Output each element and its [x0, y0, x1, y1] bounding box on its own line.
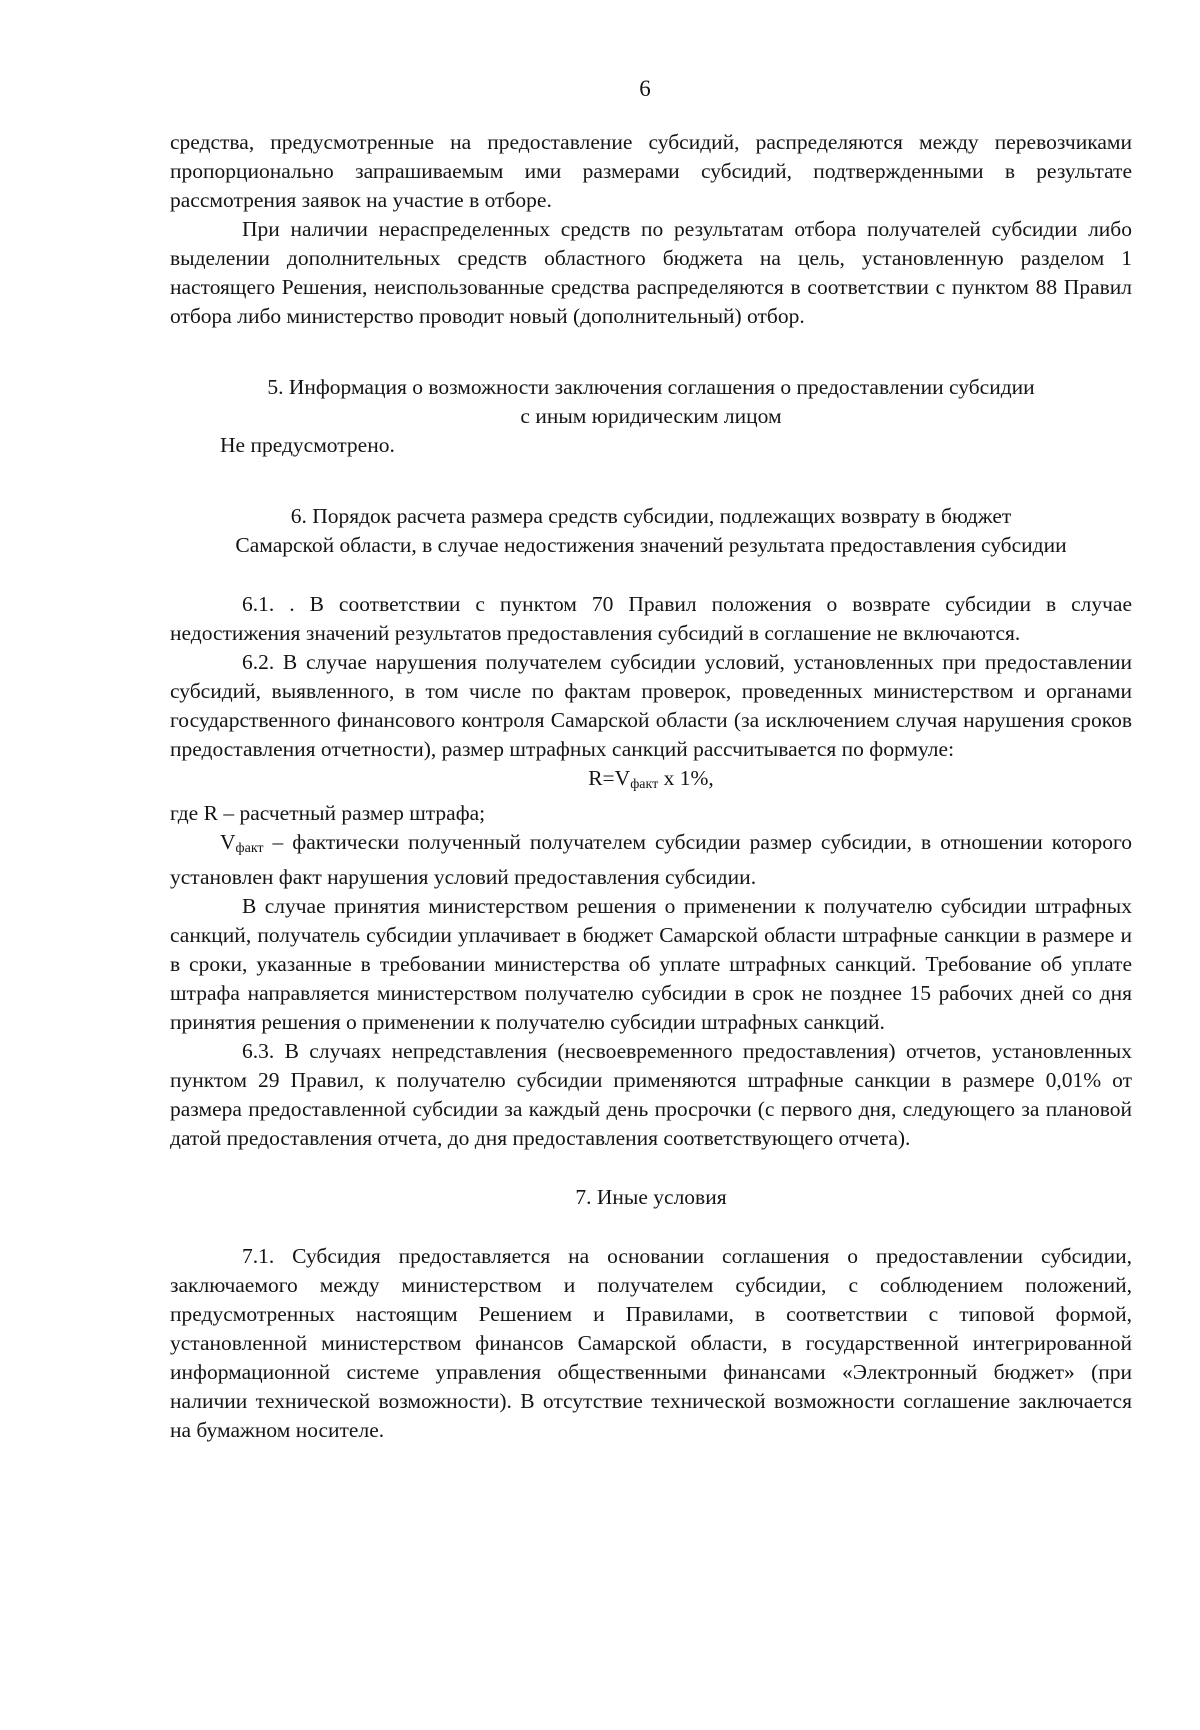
document-body — [170, 128, 1132, 1445]
section-6 — [170, 502, 1132, 1153]
penalty-formula — [170, 764, 1132, 799]
clause-7-1: 7.1. Субсидия предоставляется на основании соглашения о предоставлении субсидии, заключаемого между министерством и получателем субсидии, с соблюдением положений, предусмотренных настоящим Решением и Правилами, в соответствии с типовой формой, установленной министерством финансов Самарской области, в государственной интегрированной информационной системе управления общественными финансами «Электронный бюджет» (при наличии технической возможности). В отсутствие технической возможности соглашение заключается на бумажном носителе. — [170, 1244, 1132, 1442]
clause-6-1: 6.1. . В соответствии с пунктом 70 Правил положения о возврате субсидии в случае недостижения значений результатов предоставления субсидий в соглашение не включаются. — [170, 592, 1132, 645]
v-main: V — [220, 830, 236, 854]
clause-6-2: 6.2. В случае нарушения получателем субсидии условий, установленных при предоставлении субсидий, выявленного, в том числе по фактам проверок, проведенных министерством и органами государственного финансового контроля Самарской области (за исключением случая нарушения сроков предоставления отчетности), размер штрафных санкций рассчитывается по формуле: — [170, 650, 1132, 761]
formula-where-r: где R – расчетный размер штрафа; — [170, 801, 486, 825]
clause-6-3: 6.3. В случаях непредставления (несвоевременного предоставления) отчетов, установленных пунктом 29 Правил, к получателю субсидии применяются штрафные санкции в размере 0,01% от размера предоставленной субсидии за каждый день просрочки (с первого дня, следующего за плановой датой предоставления отчета, до дня предоставления соответствующего отчета). — [170, 1039, 1132, 1150]
formula-where-v — [170, 828, 1132, 892]
paragraph-undistributed-funds: При наличии нераспределенных средств по результатам отбора получателей субсидии либо выделении дополнительных средств областного бюджета на цель, установленную разделом 1 настоящего Решения, неиспользованные средства распределяются в соответствии с пунктом 88 Правил отбора либо министерство проводит новый (дополнительный) отбор. — [170, 217, 1132, 328]
section-7 — [170, 1183, 1132, 1445]
section-6-heading-line2: Самарской области, в случае недостижения значений результата предоставления субсидии — [235, 533, 1067, 557]
section-5 — [170, 373, 1132, 460]
section-5-heading-line2: с иным юридическим лицом — [520, 404, 782, 428]
v-subscript: факт — [235, 841, 264, 856]
section-7-heading: 7. Иные условия — [575, 1185, 727, 1209]
formula-tail: x 1%, — [658, 766, 714, 790]
v-definition: – фактически полученный получателем субсидии размер субсидии, в отношении которого установлен факт нарушения условий предоставления субсидии. — [170, 830, 1132, 889]
paragraph-continuation: средства, предусмотренные на предоставление субсидий, распределяются между перевозчиками пропорционально запрашиваемым ими размерами субсидий, подтвержденными в результате рассмотрения заявок на участие в отборе. — [170, 130, 1132, 212]
formula-main: R=V — [588, 766, 631, 790]
section-5-heading-line1: 5. Информация о возможности заключения соглашения о предоставлении субсидии — [267, 375, 1035, 399]
page-number: 6 — [639, 76, 651, 101]
section-6-heading-line1: 6. Порядок расчета размера средств субсидии, подлежащих возврату в бюджет — [290, 504, 1012, 528]
section-5-text: Не предусмотрено. — [220, 433, 395, 457]
clause-6-2-penalty-payment: В случае принятия министерством решения о применении к получателю субсидии штрафных санкций, получатель субсидии уплачивает в бюджет Самарской области штрафные санкции в размере и в сроки, указанные в требовании министерства об уплате штрафных санкций. Требование об уплате штрафа направляется министерством получателю субсидии в срок не позднее 15 рабочих дней со дня принятия решения о применении к получателю субсидии штрафных санкций. — [170, 894, 1132, 1034]
formula-subscript: факт — [630, 777, 659, 792]
